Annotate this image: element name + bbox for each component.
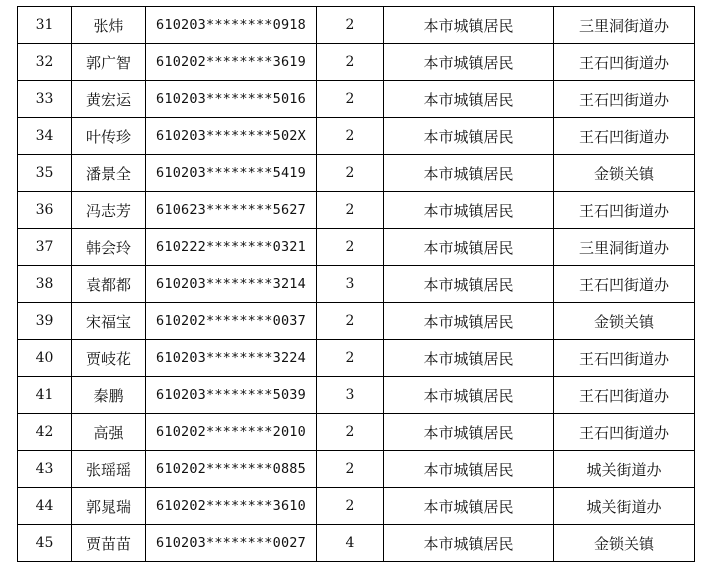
residency-type-cell: 本市城镇居民 — [384, 488, 554, 525]
table-row — [18, 118, 695, 155]
row-number-cell: 32 — [18, 44, 72, 81]
id-number-cell: 610202********0885 — [146, 451, 317, 488]
district-cell: 金锁关镇 — [554, 155, 695, 192]
applicant-name-cell: 袁都都 — [72, 266, 146, 303]
table-row — [18, 451, 695, 488]
household-size-cell: 2 — [317, 414, 384, 451]
row-number-cell: 42 — [18, 414, 72, 451]
applicant-name-cell: 张瑶瑶 — [72, 451, 146, 488]
table-row — [18, 377, 695, 414]
row-number-cell: 33 — [18, 81, 72, 118]
id-number-cell: 610202********0037 — [146, 303, 317, 340]
applicant-name-cell: 贾苗苗 — [72, 525, 146, 562]
residency-type-cell: 本市城镇居民 — [384, 266, 554, 303]
id-number-cell: 610203********3224 — [146, 340, 317, 377]
id-number-cell: 610203********0918 — [146, 7, 317, 44]
table-row — [18, 340, 695, 377]
row-number-cell: 44 — [18, 488, 72, 525]
applicant-name-cell: 高强 — [72, 414, 146, 451]
table-row — [18, 229, 695, 266]
district-cell: 王石凹街道办 — [554, 266, 695, 303]
table-row — [18, 303, 695, 340]
id-number-cell: 610222********0321 — [146, 229, 317, 266]
table-row — [18, 266, 695, 303]
district-cell: 王石凹街道办 — [554, 414, 695, 451]
residency-type-cell: 本市城镇居民 — [384, 192, 554, 229]
residency-type-cell: 本市城镇居民 — [384, 229, 554, 266]
household-size-cell: 2 — [317, 488, 384, 525]
table-row — [18, 414, 695, 451]
row-number-cell: 37 — [18, 229, 72, 266]
household-size-cell: 2 — [317, 303, 384, 340]
table-row — [18, 44, 695, 81]
table-row — [18, 488, 695, 525]
table-row — [18, 192, 695, 229]
household-size-cell: 2 — [317, 81, 384, 118]
residency-type-cell: 本市城镇居民 — [384, 525, 554, 562]
household-size-cell: 3 — [317, 377, 384, 414]
district-cell: 王石凹街道办 — [554, 81, 695, 118]
id-number-cell: 610203********5039 — [146, 377, 317, 414]
id-number-cell: 610202********3619 — [146, 44, 317, 81]
district-cell: 王石凹街道办 — [554, 377, 695, 414]
district-cell: 三里洞街道办 — [554, 229, 695, 266]
table-row — [18, 81, 695, 118]
id-number-cell: 610203********5419 — [146, 155, 317, 192]
applicant-name-cell: 秦鹏 — [72, 377, 146, 414]
district-cell: 王石凹街道办 — [554, 118, 695, 155]
row-number-cell: 38 — [18, 266, 72, 303]
residency-type-cell: 本市城镇居民 — [384, 340, 554, 377]
residency-type-cell: 本市城镇居民 — [384, 303, 554, 340]
id-number-cell: 610202********3610 — [146, 488, 317, 525]
row-number-cell: 43 — [18, 451, 72, 488]
household-size-cell: 3 — [317, 266, 384, 303]
applicant-name-cell: 叶传珍 — [72, 118, 146, 155]
applicant-name-cell: 韩会玲 — [72, 229, 146, 266]
row-number-cell: 36 — [18, 192, 72, 229]
id-number-cell: 610203********3214 — [146, 266, 317, 303]
residency-type-cell: 本市城镇居民 — [384, 414, 554, 451]
district-cell: 王石凹街道办 — [554, 192, 695, 229]
applicant-name-cell: 潘景全 — [72, 155, 146, 192]
residency-type-cell: 本市城镇居民 — [384, 155, 554, 192]
applicant-table — [17, 6, 695, 562]
residency-type-cell: 本市城镇居民 — [384, 81, 554, 118]
household-size-cell: 2 — [317, 229, 384, 266]
applicant-name-cell: 冯志芳 — [72, 192, 146, 229]
applicant-name-cell: 贾岐花 — [72, 340, 146, 377]
row-number-cell: 41 — [18, 377, 72, 414]
table-row — [18, 525, 695, 562]
id-number-cell: 610203********502X — [146, 118, 317, 155]
applicant-name-cell: 郭广智 — [72, 44, 146, 81]
row-number-cell: 45 — [18, 525, 72, 562]
applicant-table-body — [18, 7, 695, 562]
district-cell: 城关街道办 — [554, 451, 695, 488]
applicant-name-cell: 黄宏运 — [72, 81, 146, 118]
residency-type-cell: 本市城镇居民 — [384, 377, 554, 414]
table-row — [18, 7, 695, 44]
id-number-cell: 610203********0027 — [146, 525, 317, 562]
residency-type-cell: 本市城镇居民 — [384, 44, 554, 81]
row-number-cell: 40 — [18, 340, 72, 377]
table-row — [18, 155, 695, 192]
id-number-cell: 610623********5627 — [146, 192, 317, 229]
household-size-cell: 2 — [317, 340, 384, 377]
residency-type-cell: 本市城镇居民 — [384, 118, 554, 155]
residency-type-cell: 本市城镇居民 — [384, 451, 554, 488]
district-cell: 城关街道办 — [554, 488, 695, 525]
row-number-cell: 35 — [18, 155, 72, 192]
residency-type-cell: 本市城镇居民 — [384, 7, 554, 44]
household-size-cell: 2 — [317, 7, 384, 44]
row-number-cell: 34 — [18, 118, 72, 155]
applicant-name-cell: 宋福宝 — [72, 303, 146, 340]
household-size-cell: 2 — [317, 192, 384, 229]
row-number-cell: 39 — [18, 303, 72, 340]
district-cell: 金锁关镇 — [554, 303, 695, 340]
id-number-cell: 610203********5016 — [146, 81, 317, 118]
district-cell: 王石凹街道办 — [554, 340, 695, 377]
applicant-name-cell: 张炜 — [72, 7, 146, 44]
household-size-cell: 2 — [317, 451, 384, 488]
household-size-cell: 4 — [317, 525, 384, 562]
district-cell: 王石凹街道办 — [554, 44, 695, 81]
applicant-name-cell: 郭晁瑞 — [72, 488, 146, 525]
row-number-cell: 31 — [18, 7, 72, 44]
district-cell: 三里洞街道办 — [554, 7, 695, 44]
household-size-cell: 2 — [317, 44, 384, 81]
household-size-cell: 2 — [317, 155, 384, 192]
household-size-cell: 2 — [317, 118, 384, 155]
district-cell: 金锁关镇 — [554, 525, 695, 562]
id-number-cell: 610202********2010 — [146, 414, 317, 451]
